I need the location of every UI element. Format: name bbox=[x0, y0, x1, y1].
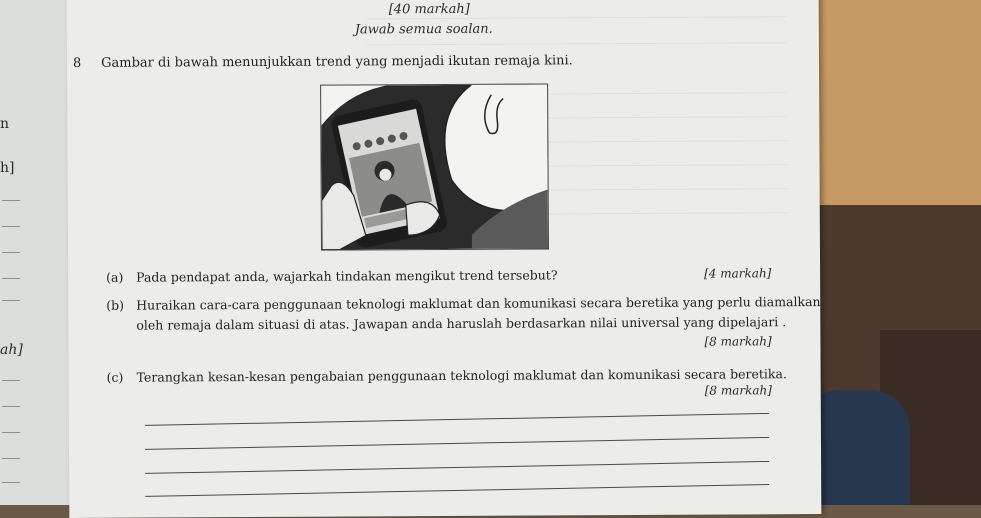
part-c bbox=[107, 366, 787, 385]
answer-line-fragment bbox=[2, 200, 20, 201]
question-prompt: Gambar di bawah menunjukkan trend yang menjadi ikutan remaja kini. bbox=[101, 53, 573, 71]
background-table bbox=[810, 0, 981, 215]
answer-line-fragment bbox=[2, 226, 20, 227]
part-marks: [8 markah] bbox=[704, 334, 772, 349]
answer-line-fragment bbox=[2, 380, 20, 381]
answer-line-fragment bbox=[2, 252, 20, 253]
hand-holding-phone-image bbox=[321, 84, 548, 249]
page-fragment-text: n bbox=[0, 116, 10, 132]
exam-page bbox=[67, 0, 822, 518]
part-text: Pada pendapat anda, wajarkah tindakan mengikut trend tersebut? bbox=[136, 267, 558, 285]
total-marks: [40 markah] bbox=[388, 1, 470, 18]
answer-line bbox=[145, 461, 769, 474]
answer-line bbox=[145, 413, 769, 426]
part-text: Huraikan cara-cara penggunaan teknologi maklumat dan komunikasi secara beretika yang perlu diamalkan bbox=[136, 294, 821, 313]
question-number: 8 bbox=[72, 55, 82, 71]
answer-line-fragment bbox=[2, 278, 20, 279]
part-label: (a) bbox=[106, 269, 124, 285]
answer-line bbox=[145, 484, 769, 497]
instruction: Jawab semua soalan. bbox=[354, 21, 493, 38]
page-fragment-text: h] bbox=[0, 160, 15, 176]
part-marks: [8 markah] bbox=[704, 383, 772, 398]
question-stem bbox=[73, 53, 573, 71]
page-fragment-text: ah] bbox=[0, 342, 23, 358]
part-label: (c) bbox=[106, 369, 124, 385]
phone-illustration bbox=[320, 83, 549, 250]
answer-line-fragment bbox=[2, 482, 20, 483]
answer-line-fragment bbox=[2, 458, 20, 459]
answer-line bbox=[145, 437, 769, 450]
answer-line-fragment bbox=[2, 432, 20, 433]
answer-line-fragment bbox=[2, 300, 20, 301]
part-label: (b) bbox=[106, 297, 125, 313]
part-a bbox=[106, 267, 557, 284]
part-marks: [4 markah] bbox=[704, 266, 772, 281]
answer-line-fragment bbox=[2, 406, 20, 407]
part-b-line-2: oleh remaja dalam situasi di atas. Jawapan anda haruslah berdasarkan nilai universal yang dipelajari . bbox=[136, 314, 787, 333]
part-b bbox=[106, 294, 820, 313]
part-text: Terangkan kesan-kesan pengabaian penggunaan teknologi maklumat dan komunikasi secara beretika. bbox=[136, 366, 787, 385]
